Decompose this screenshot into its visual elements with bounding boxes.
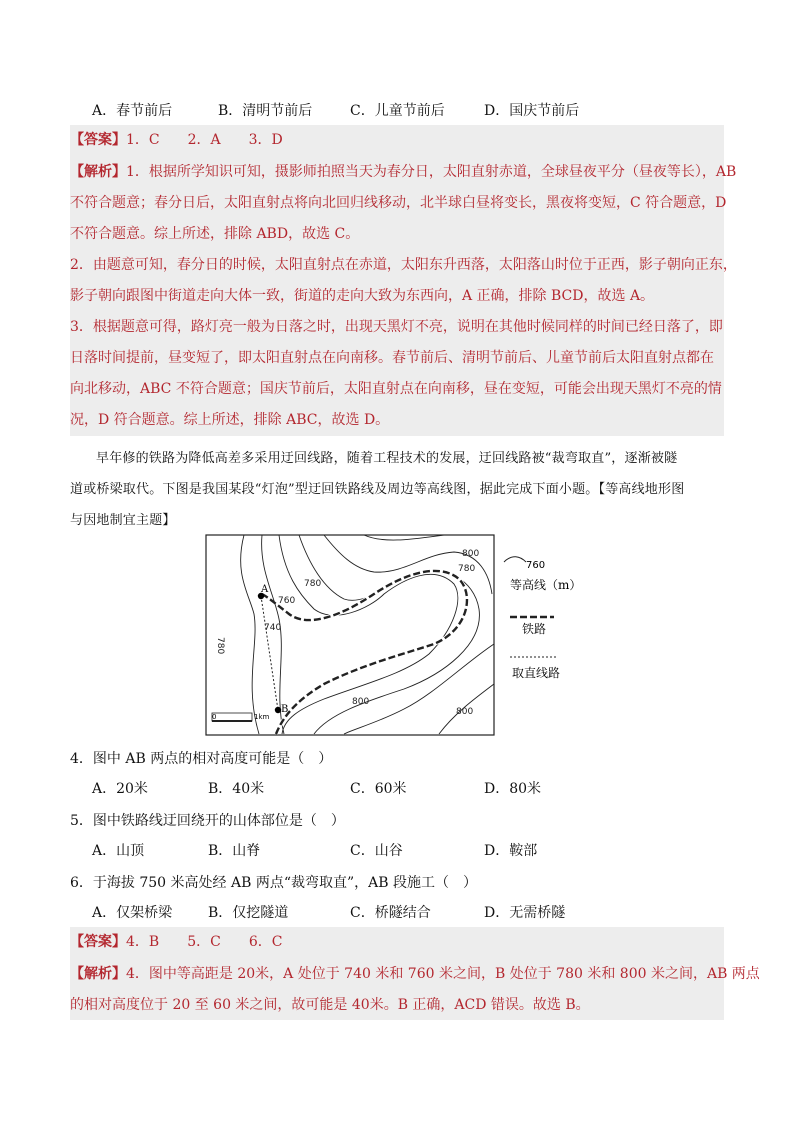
q3-option-b: B．清明节前后 (218, 103, 313, 119)
option-c: C．山谷 (350, 843, 403, 859)
option-b: B．40米 (208, 781, 265, 797)
explanation-tag: 【解析】 (70, 966, 126, 982)
explanation-line: 不符合题意。综上所述，排除 ABD，故选 C。 (70, 226, 360, 242)
question-4-stem: 4．图中 AB 两点的相对高度可能是（ ） (70, 751, 333, 767)
scale-bar (212, 713, 270, 722)
explanation-line: 影子朝向跟图中街道走向大体一致，街道的走向大致为东西向，A 正确，排除 BCD，故选 A。 (70, 288, 655, 304)
intro-line: 道或桥梁取代。下图是我国某段“灯泡”型迂回铁路线及周边等高线图，据此完成下面小题。【等高线地形图 (70, 482, 685, 497)
option-d: D．无需桥隧 (484, 905, 566, 921)
question-6-options (70, 902, 724, 924)
legend-contour-symbol (504, 557, 526, 562)
contour-label: 800 (462, 549, 480, 559)
explanation-text: 4．图中等高距是 20米，A 处位于 740 米和 760 米之间，B 处位于 780 米和 800 米之间，AB 两点 (126, 966, 760, 982)
option-d: D．鞍部 (484, 843, 538, 859)
option-a: A．仅架桥梁 (92, 905, 173, 921)
explanation-text: 1．根据所学知识可知，摄影师拍照当天为春分日，太阳直射赤道，全球昼夜平分（昼夜等长），AB (126, 164, 737, 180)
contour-label: 800 (352, 697, 370, 707)
scale-zero: 0 (212, 713, 217, 721)
answer-block-1 (70, 125, 724, 156)
q3-options (70, 100, 724, 122)
contour-label: 780 (304, 579, 322, 589)
explanation-line: 3．根据题意可得，路灯亮一般为日落之时，出现天黑灯不亮，说明在其他时候同样的时间已经日落了，即 (70, 319, 723, 335)
legend-railway-label: 铁路 (522, 622, 547, 636)
question-5-options (70, 840, 724, 862)
option-b: B．山脊 (208, 843, 261, 859)
option-d: D．80米 (484, 781, 542, 797)
contour-label: 760 (278, 596, 296, 606)
intro-line: 与因地制宜主题】 (70, 513, 176, 528)
contour-label: 780 (458, 564, 476, 574)
option-c: C．桥隧结合 (350, 905, 431, 921)
intro-line: 早年修的铁路为降低高差多采用迂回线路，随着工程技术的发展，迂回线路被“裁弯取直”，逐渐被隧 (96, 451, 678, 466)
legend-contour-label: 等高线（m） (510, 578, 582, 592)
question-5-stem: 5．图中铁路线迂回绕开的山体部位是（ ） (70, 813, 345, 829)
q3-option-c: C．儿童节前后 (350, 103, 445, 119)
question-4-options (70, 778, 724, 800)
explanation-line: 的相对高度位于 20 至 60 米之间，故可能是 40米。B 正确，ACD 错误。故选 B。 (70, 997, 590, 1013)
answer-text: 4．B 5．C 6．C (126, 934, 283, 950)
contour-label: 740 (264, 623, 282, 633)
explanation-line: 向北移动，ABC 不符合题意；国庆节前后，太阳直射点在向南移，昼在变短，可能会出现天黑灯不亮的情 (70, 381, 722, 397)
point-b-label: B (281, 704, 289, 715)
answer-tag: 【答案】 (70, 934, 126, 950)
explanation-line: 日落时间提前，昼变短了，即太阳直射点在向南移。春节前后、清明节前后、儿童节前后太阳直射点都在 (70, 350, 714, 366)
question-6-stem: 6．于海拔 750 米高处经 AB 两点“裁弯取直”，AB 段施工（ ） (70, 875, 477, 891)
point-a-label: A (261, 584, 269, 595)
explanation-line (70, 157, 737, 188)
contour-label: 780 (215, 637, 225, 655)
option-a: A．山顶 (92, 843, 145, 859)
answer-text: 1．C 2．A 3．D (126, 132, 283, 148)
map-legend (504, 557, 581, 680)
option-c: C．60米 (350, 781, 407, 797)
q3-option-d: D．国庆节前后 (484, 103, 580, 119)
scale-km: 1km (254, 713, 270, 721)
answer-tag: 【答案】 (70, 132, 126, 148)
legend-straight-label: 取直线路 (512, 666, 561, 680)
explanation-line (70, 959, 760, 990)
explanation-line: 2．由题意可知，春分日的时候，太阳直射点在赤道，太阳东升西落，太阳落山时位于正西，影子朝向正东， (70, 257, 737, 273)
option-b: B．仅挖隧道 (208, 905, 289, 921)
explanation-tag: 【解析】 (70, 164, 126, 180)
contour-label: 800 (456, 707, 474, 717)
explanation-line: 不符合题意；春分日后，太阳直射点将向北回归线移动，北半球白昼将变长，黑夜将变短，C 符合题意，D (70, 195, 727, 211)
answer-block-2 (70, 927, 724, 958)
q3-option-a: A．春节前后 (92, 103, 173, 119)
option-a: A．20米 (92, 781, 148, 797)
legend-contour-value: 760 (526, 560, 546, 571)
explanation-line: 况，D 符合题意。综上所述，排除 ABC，故选 D。 (70, 412, 390, 428)
contour-map (204, 534, 584, 739)
